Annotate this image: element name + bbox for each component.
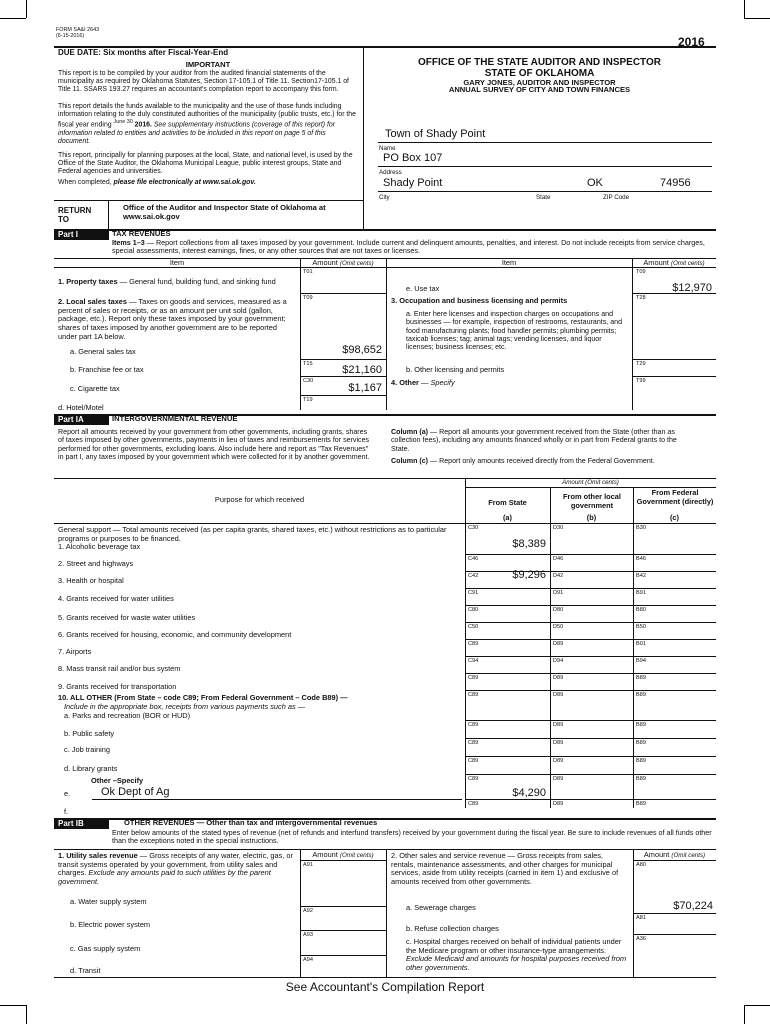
ig-code-c: B42 (636, 573, 646, 579)
ig-sub-code-c: B89 (636, 801, 646, 807)
part1b-amount-header-2: Amount (Omit cents) (643, 850, 706, 859)
ig-sub-code-c: B89 (636, 722, 646, 728)
ig-sub-code-b: D89 (553, 801, 564, 807)
item-general-sales-tax: a. General sales tax (70, 347, 136, 356)
all-other-instructions: Include in the appropriate box, receipts from various payments such as — (64, 702, 306, 711)
ig-code-b: D89 (553, 641, 564, 647)
address-label: Address (379, 169, 402, 176)
col-b-letter: (b) (586, 513, 597, 522)
ig-row-label: 4. Grants received for water utilities (58, 594, 174, 603)
ig-row-label: 1. Alcoholic beverage tax (58, 542, 141, 551)
zip-label: ZIP Code (603, 194, 630, 201)
sewerage-amount[interactable]: $70,224 (673, 900, 713, 912)
other-agency-name[interactable]: Ok Dept of Ag (101, 786, 170, 798)
cigarette-tax-amount[interactable]: $1,167 (348, 382, 382, 394)
use-tax-amount[interactable]: $12,970 (672, 282, 712, 294)
part1-instructions: Items 1–3 — Report collections from all taxes imposed by your government. Include current and delinquent amounts, penalties, and interest. Do not include receipts from service charges, special assessments, interest earnings, fines, or any other sources that are not taxes or licenses. (112, 238, 705, 256)
ig-code-a: C89 (468, 641, 479, 647)
ig-code-b: D30 (553, 525, 564, 531)
ig-sub-code-b: D89 (553, 722, 564, 728)
part1b-tag: Part IB (54, 818, 109, 829)
part1a-title: INTERGOVERNMENTAL REVENUE (112, 414, 238, 423)
other-specify-label: Other –Specify (91, 776, 144, 785)
item-use-tax: e. Use tax (406, 284, 440, 293)
town-name[interactable]: Town of Shady Point (385, 128, 486, 140)
city-label: City (379, 194, 390, 201)
ig-code-a: C89 (468, 675, 479, 681)
ig-subrow-label: f. (64, 807, 69, 816)
form-id: FORM SA&I 2643 (56, 27, 100, 33)
code-t99: T99 (636, 378, 646, 384)
col-b-header: From other local government (563, 492, 621, 510)
ig-code-a: C42 (468, 573, 479, 579)
part1-item-header: Item (169, 258, 185, 267)
code-a36: A36 (636, 936, 646, 942)
item-sewerage-charges: a. Sewerage charges (406, 903, 476, 912)
address-field[interactable]: PO Box 107 (383, 152, 443, 164)
ig-sub-code-a: C89 (468, 722, 479, 728)
crop-mark (0, 1005, 26, 1006)
ig-code-a: C46 (468, 556, 479, 562)
item-hospital-charges: c. Hospital charges received on behalf of individual patients under the Medicare program or other insurance-type arrangements. Exclude Medicaid and amounts for hospital purposes received from other governments. (406, 937, 627, 973)
ig-code-a: C91 (468, 590, 479, 596)
part1a-instructions: Report all amounts received by your government from other governments, including grants, shares of taxes imposed by other governments, payments in lieu of taxes and reimbursements for services performed for other governments, excluding loans. Also include here and report as "Tax Revenues" in part I, any taxes imposed by your government which were collected for it by another government. (58, 428, 370, 462)
ig-subrow-label: c. Job training (64, 745, 111, 754)
footer-note: See Accountant's Compilation Report (285, 980, 485, 994)
part1-title: TAX REVENUES (112, 229, 171, 238)
crop-mark (26, 1005, 27, 1024)
ig-sub-code-c: B89 (636, 740, 646, 746)
ig-code-c: B30 (636, 525, 646, 531)
item-electric-power: b. Electric power system (70, 920, 151, 929)
code-c30: C30 (303, 378, 314, 384)
ig-sub-code-a: C89 (468, 758, 479, 764)
ig-sub-code-a: C89 (468, 740, 479, 746)
ig-sub-code-a: C89 (468, 801, 479, 807)
code-a80: A80 (636, 862, 646, 868)
ig-row-label: 8. Mass transit rail and/or bus system (58, 664, 181, 673)
other-sales-service: 2. Other sales and service revenue — Gross receipts from sales, rentals, maintenance assessments, and other charges for municipal services, aside from utility receipts (carried in item 1) and exclusive of amounts received from other governments. (391, 851, 619, 887)
ig-code-c: B46 (636, 556, 646, 562)
ig-state-amount[interactable]: $8,389 (512, 538, 546, 550)
ig-code-b: D46 (553, 556, 564, 562)
code-t09-right: T09 (636, 269, 646, 275)
city-field[interactable]: Shady Point (383, 177, 443, 189)
code-t29: T29 (636, 361, 646, 367)
ig-row-label: 5. Grants received for waste water utilities (58, 613, 196, 622)
general-sales-tax-amount[interactable]: $98,652 (342, 344, 382, 356)
state-title: STATE OF OKLAHOMA (484, 68, 595, 79)
important-heading: IMPORTANT (185, 60, 231, 69)
other-agency-amount[interactable]: $4,290 (512, 787, 546, 799)
ig-sub-code-b: D89 (553, 740, 564, 746)
crop-mark (744, 1005, 745, 1024)
ig-code-b: D42 (553, 573, 564, 579)
ig-code-b: D94 (553, 658, 564, 664)
ig-code-c: B94 (636, 658, 646, 664)
return-to-label: RETURN TO (58, 206, 92, 225)
ig-code-c: B80 (636, 607, 646, 613)
column-c-instructions: Column (c) — Report only amounts received directly from the Federal Government. (391, 457, 655, 465)
code-t01: T01 (303, 269, 313, 275)
code-t28: T28 (636, 295, 646, 301)
ig-subrow-label: e. (64, 789, 71, 798)
form-year: 2016 (678, 35, 705, 49)
auditor-name: GARY JONES, AUDITOR AND INSPECTOR (463, 78, 616, 87)
general-support-text: General support — Total amounts received (as per capita grants, shared taxes, etc.) without restrictions as to particular programs or purposes to be financed. (58, 525, 447, 543)
ig-code-a: C94 (468, 658, 479, 664)
part1a-amount-header: Amount (Omit cents) (562, 479, 619, 486)
part1-amount-header-2: Amount (Omit cents) (643, 258, 705, 267)
item-hotel-motel: d. Hotel/Motel (58, 403, 104, 412)
item-franchise-fee: b. Franchise fee or tax (70, 365, 144, 374)
item-transit: d. Transit (70, 966, 101, 975)
code-t19: T19 (303, 397, 313, 403)
ig-sub-code-c: B89 (636, 776, 646, 782)
part1b-title: OTHER REVENUES — Other than tax and intergovernmental revenues (124, 818, 378, 827)
return-address: Office of the Auditor and Inspector State of Oklahoma at www.sai.ok.gov (123, 203, 326, 221)
zip-field[interactable]: 74956 (660, 177, 691, 189)
item-property-taxes: 1. Property taxes — General fund, building fund, and sinking fund (58, 277, 276, 286)
crop-mark (744, 1005, 770, 1006)
crop-mark (744, 0, 745, 18)
code-t09: T09 (303, 295, 313, 301)
col-c-header: From Federal Government (directly) (636, 488, 714, 506)
part1-item-header-2: Item (501, 258, 517, 267)
ig-code-a: C50 (468, 624, 479, 630)
col-c-letter: (c) (669, 513, 680, 522)
ig-state-amount[interactable]: $9,296 (512, 569, 546, 581)
code-a81: A81 (636, 915, 646, 921)
ig-subrow-label: d. Library grants (64, 764, 118, 773)
ig-row-label: 3. Health or hospital (58, 576, 124, 585)
part1-amount-header: Amount (Omit cents) (312, 258, 374, 267)
form-rev: (6-15-2016) (56, 33, 85, 39)
item-occupation-licensing: 3. Occupation and business licensing and permits (391, 296, 568, 305)
ig-sub-code-c: B89 (636, 758, 646, 764)
col-a-header: From State (488, 498, 527, 507)
item-licenses-inspection: a. Enter here licenses and inspection charges on occupations and businesses — for example, inspection of restrooms, restaurants, and food manufacturing plants; food handler permits; plumbing permits; taxicab licenses; tag; animal tags; vending licenses, and liquor licenses; business licenses; etc. (406, 310, 623, 352)
ig-subrow-label: a. Parks and recreation (BOR or HUD) (64, 711, 191, 720)
code-t15: T15 (303, 361, 313, 367)
important-para-2: This report details the funds available to the municipality and the use of those funds including information relating to the duly constituted authorities of the municipality (public trusts, etc.) for the fiscal year ending $^{June 30}$ 2016. See supplementary instructions (coverage of this report) for information related to entities and activities to be included in this report on page 5 of this document. (58, 103, 356, 145)
code-a94: A94 (303, 957, 313, 963)
column-a-instructions: Column (a) — Report all amounts your government received from the State (other than as collection fees), including any amounts financed wholly or in part from Federal grants to the State. (391, 428, 677, 453)
ig-code-b: D91 (553, 590, 564, 596)
part1b-instructions: Enter below amounts of the stated types of revenue (net of refunds and interfund transfers) received by your government during the fiscal year. Be sure to include revenues of all funds other than the exceptions noted in the special instructions. (112, 828, 712, 846)
code-a92: A92 (303, 908, 313, 914)
col-a-letter: (a) (502, 513, 513, 522)
part1b-amount-header: Amount (Omit cents) (312, 850, 374, 859)
important-para-3: This report, principally for planning purposes at the local, State, and national level, is used by the Office of the State Auditor, the Oklahoma Municipal League, public interest groups, State and Federal agencies and universities. (58, 152, 353, 176)
name-label: Name (379, 145, 396, 152)
item-gas-supply: c. Gas supply system (70, 944, 141, 953)
item-water-supply: a. Water supply system (70, 897, 147, 906)
ig-code-b: D50 (553, 624, 564, 630)
item-other-specify: 4. Other — Specify (391, 378, 455, 387)
survey-title: ANNUAL SURVEY OF CITY AND TOWN FINANCES (448, 85, 631, 94)
when-completed: When completed, please file electronically at www.sai.ok.gov. (58, 179, 256, 186)
ig-sub-code-c: B89 (636, 692, 646, 698)
ig-code-b: D89 (553, 675, 564, 681)
state-label: State (536, 194, 551, 201)
all-other-text: 10. ALL OTHER (From State – code C89; From Federal Government – Code B89) — (58, 693, 348, 702)
crop-mark (744, 18, 770, 19)
part1a-tag: Part IA (54, 414, 109, 425)
ig-code-b: D80 (553, 607, 564, 613)
part1-tag: Part I (54, 229, 109, 240)
purpose-header: Purpose for which received (214, 495, 305, 504)
ig-code-a: C80 (468, 607, 479, 613)
ig-code-c: B89 (636, 675, 646, 681)
state-field[interactable]: OK (587, 177, 603, 189)
office-title: OFFICE OF THE STATE AUDITOR AND INSPECTOR (418, 57, 661, 68)
ig-row-label: 6. Grants received for housing, economic, and community development (58, 630, 292, 639)
ig-row-label: 2. Street and highways (58, 559, 134, 568)
crop-mark (0, 18, 26, 19)
ig-sub-code-a: C89 (468, 776, 479, 782)
franchise-fee-amount[interactable]: $21,160 (342, 364, 382, 376)
due-date: DUE DATE: Six months after Fiscal-Year-End (58, 48, 229, 57)
item-cigarette-tax: c. Cigarette tax (70, 384, 120, 393)
ig-subrow-label: b. Public safety (64, 729, 115, 738)
item-refuse-collection: b. Refuse collection charges (406, 924, 499, 933)
ig-row-label: 7. Airports (58, 647, 92, 656)
ig-row-label: 9. Grants received for transportation (58, 682, 177, 691)
code-a93: A93 (303, 932, 313, 938)
utility-sales-revenue: 1. Utility sales revenue — Gross receipts of any water, electric, gas, or transit systems operated by your government, from utility sales and charges. Exclude any amounts paid to such utilities by the parent government. (58, 851, 293, 887)
item-other-licensing: b. Other licensing and permits (406, 365, 505, 374)
ig-sub-code-b: D89 (553, 758, 564, 764)
ig-code-a: C30 (468, 525, 479, 531)
ig-sub-code-b: D89 (553, 692, 564, 698)
code-a91: A91 (303, 862, 313, 868)
ig-code-c: B01 (636, 641, 646, 647)
ig-sub-code-b: D89 (553, 776, 564, 782)
important-para-1: This report is to be compiled by your auditor from the audited financial statements of the municipality as required by Oklahoma Statutes, Section 17-105.1 of Title 11. Section17-105.1 of Title 11. SSARS 193.27 requires an accountant's compilation report to accompany this form. (58, 70, 349, 94)
ig-code-c: B50 (636, 624, 646, 630)
crop-mark (26, 0, 27, 18)
ig-sub-code-a: C89 (468, 692, 479, 698)
ig-code-c: B91 (636, 590, 646, 596)
item-local-sales-taxes: 2. Local sales taxes — Taxes on goods and services, measured as a percent of sales or receipts, or as an amount per unit sold (gallon, package, etc.). Report only these taxes imposed by your government; shares of taxes imposed by another government are to be reported under part 1A below. (58, 297, 287, 341)
